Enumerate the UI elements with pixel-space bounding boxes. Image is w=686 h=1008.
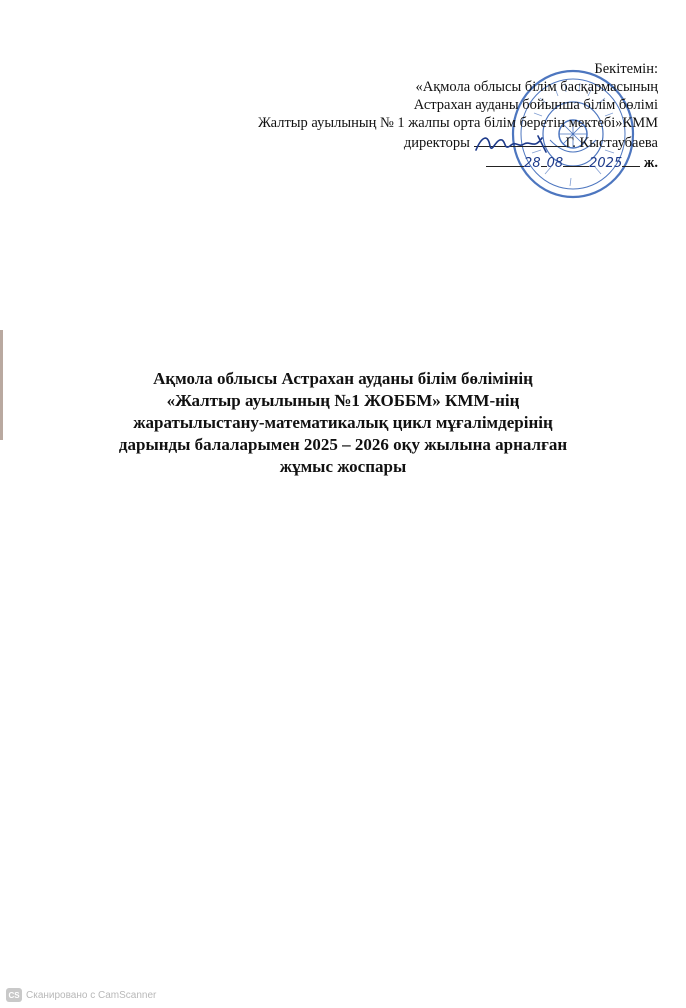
director-line [178, 132, 658, 152]
scan-edge-shadow [0, 330, 3, 440]
title-line-4: дарынды балаларымен 2025 – 2026 оқу жылына арналған [118, 435, 568, 454]
title-line-3: жаратылыстану-математикалық цикл мұғалімдерінің [133, 413, 553, 432]
approval-line-3: Жалтыр ауылының № 1 жалпы орта білім беретін мектебі»КММ [258, 115, 658, 131]
approval-line-1: «Ақмола облысы білім басқармасының [415, 79, 658, 95]
title-line-1: Ақмола облысы Астрахан ауданы білім бөлімінің [153, 369, 533, 388]
date-month: 08 [546, 156, 564, 171]
title-line-2: «Жалтыр ауылының №1 ЖОББМ» КММ-нің [166, 391, 520, 410]
date-suffix: ж. [643, 155, 658, 171]
approval-block [178, 60, 658, 173]
watermark-text: Сканировано с CamScanner [26, 989, 157, 1001]
camscanner-logo-icon: CS [6, 988, 22, 1002]
approval-heading: Бекітемін: [594, 61, 658, 77]
approval-line-2: Астрахан ауданы бойынша білім бөлімі [413, 97, 658, 113]
director-name: Г. Кыстаубаева [565, 135, 658, 151]
handwritten-signature [472, 128, 552, 158]
scanner-watermark [6, 987, 156, 1003]
date-line [178, 152, 658, 173]
title-line-5: жұмыс жоспары [279, 457, 407, 476]
date-year: 2025 [589, 156, 623, 171]
document-title [60, 368, 626, 478]
date-day: 28 [524, 156, 541, 171]
director-label: директоры [403, 135, 470, 151]
